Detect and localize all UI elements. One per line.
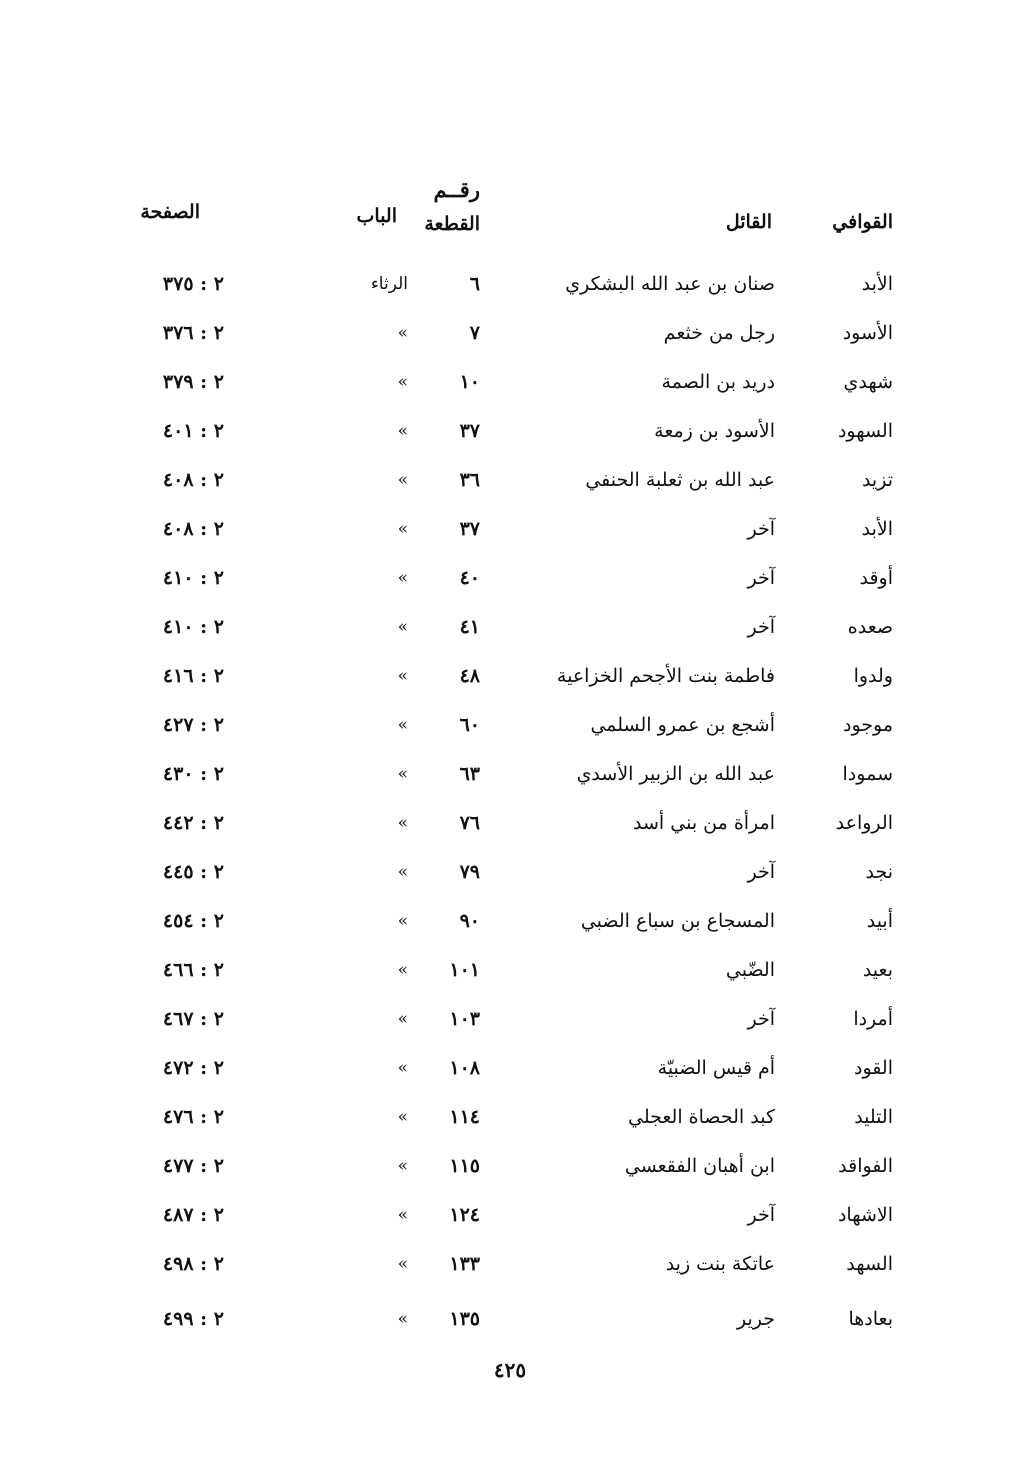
chapter-cell: » <box>397 1009 408 1029</box>
rhyme-cell: سمودا <box>842 763 893 785</box>
poet-cell: عاتكة بنت زيد <box>665 1253 775 1275</box>
piece-number-cell: ١٠٣ <box>449 1008 480 1030</box>
poet-cell: دريد بن الصمة <box>661 371 775 393</box>
table-row <box>0 507 1020 556</box>
poet-cell: آخر <box>747 567 775 589</box>
header-chapter: الباب <box>356 205 397 227</box>
page-ref-cell: ٢ : ٣٧٥ <box>162 273 224 295</box>
chapter-cell: » <box>397 1058 408 1078</box>
poet-cell: الضّبي <box>725 959 775 981</box>
piece-number-cell: ١٣٥ <box>449 1308 480 1330</box>
poet-cell: آخر <box>747 1204 775 1226</box>
piece-number-cell: ١٠ <box>459 371 480 393</box>
page-ref-cell: ٢ : ٤٧٢ <box>162 1057 224 1079</box>
poet-cell: آخر <box>747 1008 775 1030</box>
page-ref-cell: ٢ : ٤١٠ <box>162 616 224 638</box>
page-ref-cell: ٢ : ٤١٠ <box>162 567 224 589</box>
piece-number-cell: ١١٥ <box>449 1155 480 1177</box>
piece-number-cell: ٤٨ <box>459 665 480 687</box>
table-row <box>0 801 1020 850</box>
table-row <box>0 703 1020 752</box>
chapter-cell: » <box>397 1156 408 1176</box>
header-piece: القطعة <box>424 213 480 235</box>
page-ref-cell: ٢ : ٤٩٨ <box>162 1253 224 1275</box>
table-row <box>0 948 1020 997</box>
page-ref-cell: ٢ : ٤٨٧ <box>162 1204 224 1226</box>
page-ref-cell: ٢ : ٤٦٦ <box>162 959 224 981</box>
page-ref-cell: ٢ : ٤٦٧ <box>162 1008 224 1030</box>
poet-cell: عبد الله بن الزبير الأسدي <box>576 763 775 785</box>
rhyme-cell: القود <box>854 1057 893 1079</box>
table-row <box>0 1095 1020 1144</box>
piece-number-cell: ٣٧ <box>459 420 480 442</box>
rhyme-cell: نجد <box>865 861 893 883</box>
rhyme-cell: الرواعد <box>835 812 893 834</box>
piece-number-cell: ٤١ <box>459 616 480 638</box>
piece-number-cell: ٤٠ <box>459 567 480 589</box>
piece-number-cell: ١١٤ <box>449 1106 480 1128</box>
table-row <box>0 752 1020 801</box>
table-row <box>0 556 1020 605</box>
index-table <box>0 262 1020 1352</box>
piece-number-cell: ٩٠ <box>459 910 480 932</box>
table-row <box>0 409 1020 458</box>
chapter-cell: » <box>397 519 408 539</box>
page-ref-cell: ٢ : ٤٠٨ <box>162 518 224 540</box>
piece-number-cell: ١٠١ <box>449 959 480 981</box>
poet-cell: أم قيس الضبيّة <box>657 1057 775 1079</box>
page-ref-cell: ٢ : ٣٧٩ <box>162 371 224 393</box>
table-row <box>0 1242 1020 1297</box>
rhyme-cell: الأبد <box>861 518 893 540</box>
chapter-cell: » <box>397 862 408 882</box>
poet-cell: كبد الحصاة العجلي <box>627 1106 775 1128</box>
rhyme-cell: أبيد <box>866 910 893 932</box>
poet-cell: امرأة من بني أسد <box>633 812 775 834</box>
rhyme-cell: ولدوا <box>853 665 893 687</box>
piece-number-cell: ٧ <box>469 322 480 344</box>
chapter-cell: » <box>397 911 408 931</box>
chapter-cell: » <box>397 1254 408 1274</box>
rhyme-cell: أمردا <box>853 1008 893 1030</box>
table-row <box>0 899 1020 948</box>
poet-cell: فاطمة بنت الأجحم الخزاعية <box>556 665 775 687</box>
chapter-cell: » <box>397 323 408 343</box>
rhyme-cell: الاشهاد <box>837 1204 893 1226</box>
poet-cell: آخر <box>747 518 775 540</box>
rhyme-cell: الأسود <box>842 322 893 344</box>
piece-number-cell: ١٠٨ <box>449 1057 480 1079</box>
poet-cell: آخر <box>747 861 775 883</box>
page-ref-cell: ٢ : ٤٤٥ <box>162 861 224 883</box>
poet-cell: آخر <box>747 616 775 638</box>
page-ref-cell: ٢ : ٤٠٨ <box>162 469 224 491</box>
poet-cell: عبد الله بن ثعلبة الحنفي <box>585 469 775 491</box>
rhyme-cell: بعيد <box>862 959 893 981</box>
table-row <box>0 311 1020 360</box>
piece-number-cell: ٧٦ <box>459 812 480 834</box>
header-page: الصفحة <box>140 201 200 223</box>
piece-number-cell: ٧٩ <box>459 861 480 883</box>
page-ref-cell: ٢ : ٤٥٤ <box>162 910 224 932</box>
poet-cell: رجل من خثعم <box>663 322 775 344</box>
table-row <box>0 360 1020 409</box>
rhyme-cell: صعده <box>847 616 893 638</box>
page-ref-cell: ٢ : ٤٠١ <box>162 420 224 442</box>
piece-number-cell: ٣٧ <box>459 518 480 540</box>
poet-cell: الأسود بن زمعة <box>654 420 775 442</box>
chapter-cell: » <box>397 372 408 392</box>
page-ref-cell: ٢ : ٤٢٧ <box>162 714 224 736</box>
page-ref-cell: ٢ : ٤٣٠ <box>162 763 224 785</box>
chapter-cell: » <box>397 1107 408 1127</box>
chapter-cell: الرثاء <box>370 274 408 294</box>
table-row <box>0 1193 1020 1242</box>
chapter-cell: » <box>397 617 408 637</box>
rhyme-cell: الأبد <box>861 273 893 295</box>
table-row <box>0 1297 1020 1352</box>
table-row <box>0 850 1020 899</box>
chapter-cell: » <box>397 1309 408 1329</box>
table-row <box>0 605 1020 654</box>
chapter-cell: » <box>397 813 408 833</box>
page-ref-cell: ٢ : ٤٧٧ <box>162 1155 224 1177</box>
header-rhymes: القوافي <box>832 211 893 233</box>
chapter-cell: » <box>397 470 408 490</box>
chapter-cell: » <box>397 1205 408 1225</box>
piece-number-cell: ٦ <box>469 273 480 295</box>
rhyme-cell: التليد <box>854 1106 893 1128</box>
rhyme-cell: موجود <box>842 714 893 736</box>
piece-number-cell: ١٢٤ <box>449 1204 480 1226</box>
piece-number-cell: ١٣٣ <box>449 1253 480 1275</box>
chapter-cell: » <box>397 960 408 980</box>
chapter-cell: » <box>397 568 408 588</box>
piece-number-cell: ٣٦ <box>459 469 480 491</box>
header-poet: القائل <box>725 211 772 233</box>
chapter-cell: » <box>397 715 408 735</box>
table-row <box>0 654 1020 703</box>
piece-number-cell: ٦٣ <box>459 763 480 785</box>
rhyme-cell: تزيد <box>861 469 893 491</box>
poet-cell: ابن أهبان الفقعسي <box>624 1155 775 1177</box>
page-ref-cell: ٢ : ٣٧٦ <box>162 322 224 344</box>
header-number-top: رقــم <box>433 177 480 202</box>
table-row <box>0 1144 1020 1193</box>
piece-number-cell: ٦٠ <box>459 714 480 736</box>
chapter-cell: » <box>397 764 408 784</box>
table-row <box>0 458 1020 507</box>
page-ref-cell: ٢ : ٤٧٦ <box>162 1106 224 1128</box>
table-row <box>0 997 1020 1046</box>
page-ref-cell: ٢ : ٤٩٩ <box>162 1308 224 1330</box>
poet-cell: أشجع بن عمرو السلمي <box>590 714 775 736</box>
page-ref-cell: ٢ : ٤١٦ <box>162 665 224 687</box>
chapter-cell: » <box>397 421 408 441</box>
rhyme-cell: السهود <box>837 420 893 442</box>
rhyme-cell: الفواقد <box>838 1155 893 1177</box>
rhyme-cell: السهد <box>846 1253 893 1275</box>
rhyme-cell: أوقد <box>859 567 893 589</box>
table-row <box>0 1046 1020 1095</box>
chapter-cell: » <box>397 666 408 686</box>
poet-cell: جرير <box>737 1308 775 1330</box>
table-row <box>0 262 1020 311</box>
rhyme-cell: شهدي <box>843 371 893 393</box>
poet-cell: صنان بن عبد الله البشكري <box>565 273 775 295</box>
poet-cell: المسجاع بن سباع الضبي <box>580 910 775 932</box>
page-number: ٤٢٥ <box>493 1358 527 1382</box>
rhyme-cell: بعادها <box>848 1308 893 1330</box>
page-ref-cell: ٢ : ٤٤٢ <box>162 812 224 834</box>
